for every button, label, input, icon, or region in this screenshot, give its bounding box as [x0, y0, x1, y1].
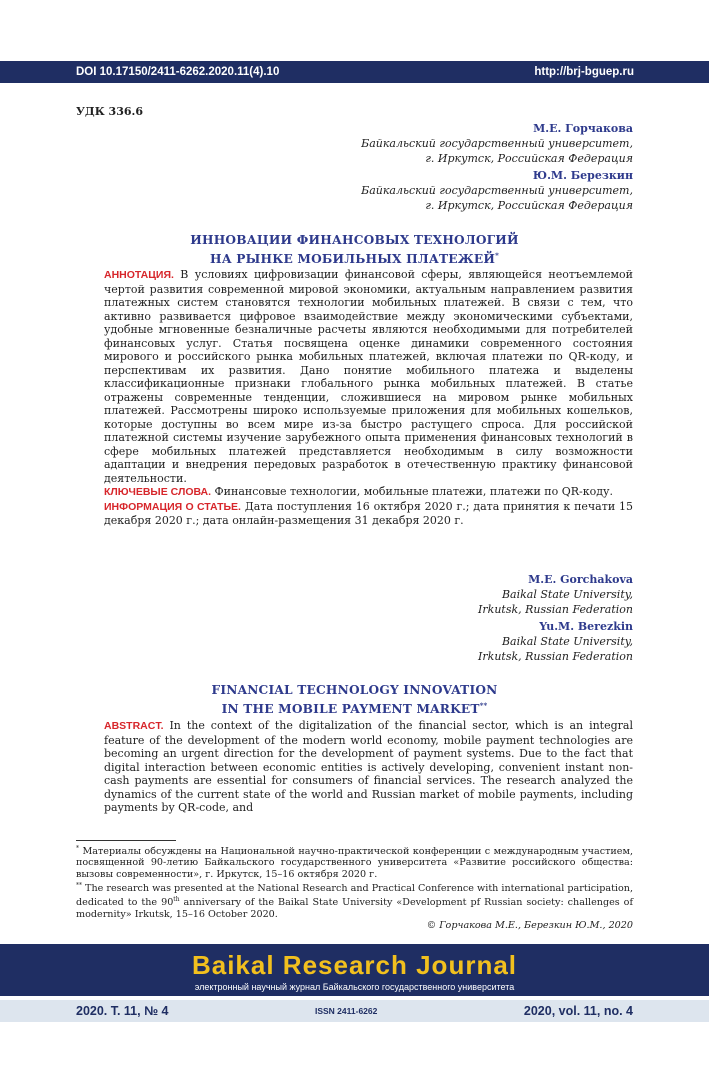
issue-en: 2020, vol. 11, no. 4: [523, 1004, 633, 1018]
title-line: ИННОВАЦИИ ФИНАНСОВЫХ ТЕХНОЛОГИЙ: [190, 233, 519, 247]
en-article-title: [76, 682, 633, 717]
journal-banner: [0, 944, 709, 996]
footnote: * Материалы обсуждены на Национальной научно-практической конференции с международным участием, посвященной 90-летию Байкальского государственного университета «Развитие российского общества: вызовы современности», г. Иркутск, 15–16 октября 2020 г.: [76, 845, 633, 880]
footnote-mark[interactable]: *: [495, 251, 499, 260]
ru-abstract: [104, 268, 633, 528]
abstract-label: ABSTRACT.: [104, 720, 164, 732]
author-name: Ю.М. Березкин: [532, 169, 633, 182]
doi-text: DOI 10.17150/2411-6262.2020.11(4).10: [76, 66, 280, 78]
keywords-label: КЛЮЧЕВЫЕ СЛОВА.: [104, 486, 212, 498]
author-affiliation: Байкальский государственный университет,: [361, 184, 633, 197]
abstract-text: В условиях цифровизации финансовой сферы, являющейся неотъемлемой чертой развития современной мировой экономики, актуальным направлением развития платежных систем становятся технологии мобильных платежей. В связи с тем, что активно развивается цифровое взаимодействие между экономическими субъектами, удобные мгновенные безналичные расчеты являются необходимыми для потребителей финансовых услуг. Статья посвящена оценке динамики современного состояния мирового и российского рынка мобильных платежей, включая платежи по QR-коду, и перспективам их развития. Дано понятие мобильного платежа и выделены классификационные признаки глобального рынка мобильных платежей. В статье отражены современные тенденции, сложившиеся на мировом рынке мобильных платежей. Рассмотрены широко используемые приложения для мобильных кошельков, которые доступны во всем мире из-за быстро растущего спроса. Для российской платежной системы изучение зарубежного опыта применения финансовых технологий в сфере мобильных платежей представляется необходимым в силу возможности адаптации и внедрения передовых разработок в отечественную практику финансовой деятельности.: [104, 268, 633, 485]
title-line: FINANCIAL TECHNOLOGY INNOVATION: [211, 683, 498, 697]
journal-url-link[interactable]: http://brj-bguep.ru: [534, 66, 634, 78]
author-name: М.Е. Горчакова: [533, 122, 633, 135]
issue-ru: 2020. Т. 11, № 4: [76, 1004, 169, 1018]
issue-bar: [0, 1000, 709, 1022]
en-abstract: [104, 719, 633, 815]
en-authors: [478, 572, 633, 664]
author-affiliation: Irkutsk, Russian Federation: [478, 603, 633, 616]
author-affiliation: Baikal State University,: [501, 635, 633, 648]
udk-code: УДК 336.6: [76, 105, 143, 118]
footnotes: [76, 843, 633, 920]
keywords-text: Финансовые технологии, мобильные платежи, платежи по QR-коду.: [211, 485, 613, 498]
issn: ISSN 2411-6262: [314, 1006, 378, 1016]
article-info-label: ИНФОРМАЦИЯ О СТАТЬЕ.: [104, 500, 241, 513]
abstract-text: In the context of the digitalization of the financial sector, which is an integral feature of the development of the modern world economy, mobile payment technologies are becoming an urgent direction for the development of payment systems. Due to the fact that digital interaction between economic entities is actively developing, convenient instant non-cash payments are essential for consumers of financial services. The research analyzed the dynamics of the current state of the world and Russian market of mobile payments, including payments by QR-code, and: [104, 719, 633, 814]
author-name: M.E. Gorchakova: [528, 573, 633, 586]
title-line: НА РЫНКЕ МОБИЛЬНЫХ ПЛАТЕЖЕЙ: [210, 252, 496, 267]
footnote-mark[interactable]: **: [479, 701, 488, 710]
author-affiliation: Байкальский государственный университет,: [361, 137, 633, 150]
ru-article-title: [76, 232, 633, 267]
title-line: IN THE MOBILE PAYMENT MARKET: [221, 702, 480, 717]
abstract-label: АННОТАЦИЯ.: [104, 269, 174, 281]
author-affiliation: г. Иркутск, Российская Федерация: [425, 199, 633, 212]
header-bar: [0, 61, 709, 83]
ru-authors: [361, 121, 633, 213]
journal-subtitle: электронный научный журнал Байкальского государственного университета: [194, 982, 515, 992]
copyright-notice: © Горчакова М.Е., Березкин Ю.М., 2020: [426, 920, 633, 931]
footnote: ** The research was presented at the National Research and Practical Conference with international participation, dedicated to the 90th anniversary of the Baikal State University «Development pf Russian society: challenges of modernity» Irkutsk, 15–16 October 2020.: [76, 881, 633, 920]
article-info-text: Дата поступления 16 октября 2020 г.; дата принятия к печати 15 декабря 2020 г.; дата онлайн-размещения 31 декабря 2020 г.: [104, 499, 634, 527]
author-affiliation: г. Иркутск, Российская Федерация: [425, 152, 633, 165]
author-name: Yu.M. Berezkin: [539, 620, 633, 633]
journal-title: Baikal Research Journal: [191, 950, 518, 980]
author-affiliation: Baikal State University,: [501, 588, 633, 601]
author-affiliation: Irkutsk, Russian Federation: [478, 650, 633, 663]
footnote-divider: [76, 840, 176, 841]
